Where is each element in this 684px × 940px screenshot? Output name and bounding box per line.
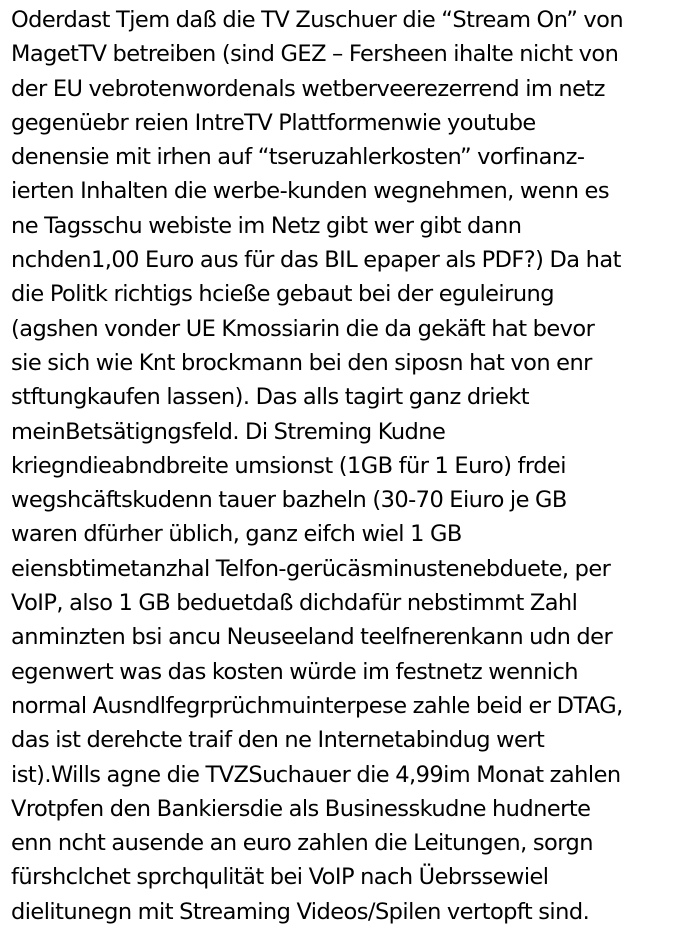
text-line-21: normal Ausndlfegrprüchmuinterpese zahle beid er DTAG,	[11, 692, 623, 719]
text-line-26: fürshclchet sprchqulität bei VoIP nach Üebrssewiel	[11, 864, 549, 891]
text-line-20: egenwert was das kosten würde im festnetz wennich	[11, 658, 579, 685]
text-line-19: anminzten bsi ancu Neuseeland teelfnerenkann udn der	[11, 624, 613, 651]
text-line-4: gegenüebr reien IntreTV Plattformenwie youtube	[11, 109, 536, 136]
text-line-2: MagetTV betreiben (sind GEZ – Fersheen ihalte nicht von	[11, 41, 619, 68]
text-line-10: (agshen vonder UE Kmossiarin die da gekäft hat bevor	[11, 315, 595, 342]
text-line-23: ist).Wills agne die TVZSuchauer die 4,99im Monat zahlen	[11, 761, 621, 788]
text-line-16: waren dfürher üblich, ganz eifch wiel 1 GB	[11, 521, 462, 548]
text-line-5: denensie mit irhen auf “tseruzahlerkosten” vorfinanz-	[11, 144, 585, 171]
text-line-27: dielitunegn mit Streaming Videos/Spilen vertopft sind.	[11, 898, 590, 925]
text-line-7: ne Tagsschu webiste im Netz gibt wer gibt dann	[11, 212, 522, 239]
text-line-8: nchden1,00 Euro aus für das BIL epaper als PDF?) Da hat	[11, 247, 621, 274]
text-line-22: das ist derehcte traif den ne Internetabindug wert	[11, 727, 545, 754]
text-line-1: Oderdast Tjem daß die TV Zuschuer die “Stream On” von	[11, 7, 624, 33]
text-line-6: ierten Inhalten die werbe-kunden wegnehmen, wenn es	[11, 178, 610, 205]
text-line-15: wegshcäftskudenn tauer bazheln (30-70 Eiuro je GB	[11, 487, 567, 514]
text-line-9: die Politk richtigs hcieße gebaut bei der eguleirung	[11, 281, 554, 308]
text-line-3: der EU vebrotenwordenals wetberveerezerrend im netz	[11, 75, 605, 102]
text-line-17: eiensbtimetanzhal Telfon-gerücäsminustenebduete, per	[11, 555, 611, 582]
text-line-25: enn ncht ausende an euro zahlen die Leitungen, sorgn	[11, 830, 593, 857]
text-line-14: kriegndieabndbreite umsionst (1GB für 1 Euro) frdei	[11, 452, 566, 479]
text-line-12: stftungkaufen lassen). Das alls tagirt ganz driekt	[11, 384, 530, 411]
text-line-13: meinBetsätigngsfeld. Di Streming Kudne	[11, 418, 446, 445]
text-line-11: sie sich wie Knt brockmann bei den siposn hat von enr	[11, 349, 592, 376]
text-line-18: VoIP, also 1 GB beduetdaß dichdafür nebstimmt Zahl	[11, 590, 578, 617]
body-text	[11, 3, 679, 929]
text-line-24: Vrotpfen den Bankiersdie als Businesskudne hudnerte	[11, 795, 591, 822]
